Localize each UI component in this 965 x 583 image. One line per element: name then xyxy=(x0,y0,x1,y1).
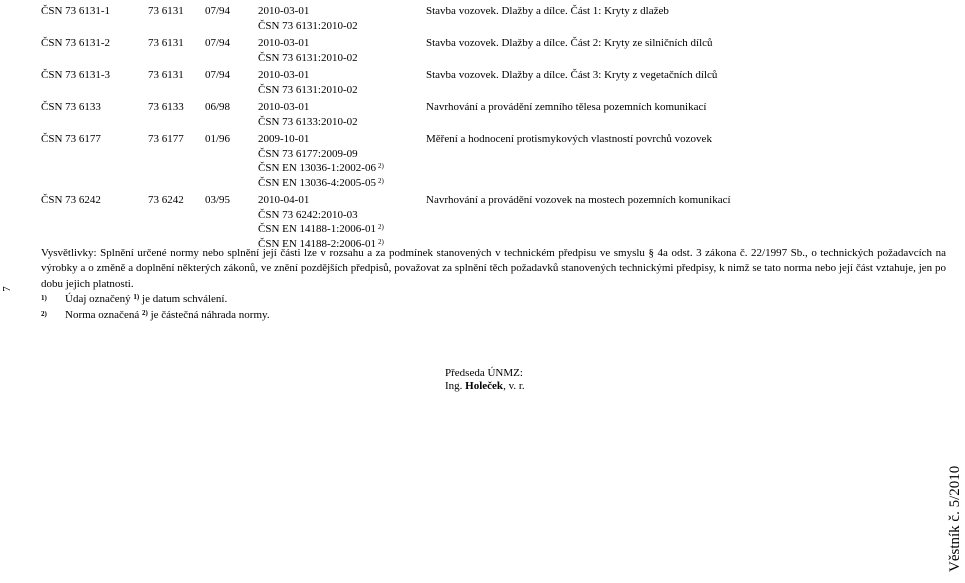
footnote-2 xyxy=(41,308,946,323)
norm-title: Měření a hodnocení protismykových vlastností povrchů vozovek xyxy=(426,133,712,145)
norm-date-new: 2010-03-01 ČSN 73 6131:2010-02 xyxy=(258,69,358,96)
norm-title: Stavba vozovek. Dlažby a dílce. Část 3: Kryty z vegetačních dílců xyxy=(426,69,718,81)
norm-date-old: 07/94 xyxy=(205,37,231,49)
signature-title: Předseda ÚNMZ: xyxy=(445,367,523,379)
norm-date-old: 01/96 xyxy=(205,133,231,145)
footnote-2-text: Norma označená $^{2)}$ je částečná náhrada normy. xyxy=(65,308,270,321)
footnote-mark: 2) xyxy=(377,223,384,231)
norm-class: 73 6131 xyxy=(148,5,184,17)
explanation-text: Vysvětlivky: Splnění určené normy nebo splnění její části lze v rozsahu a za podmínek stanovených v technickém předpisu ve smyslu § 4a odst. 3 zákona č. 22/1997 Sb., o technických požadavcích na výrobky a o změně a doplnění některých zákonů, ve znění pozdějších předpisů, považovat za splnění těch požadavků stanovených technickými předpisy, k nimž se tato norma nebo její část vztahuje, jen po dobu jejich platnosti. xyxy=(41,247,946,290)
table-row xyxy=(41,132,946,190)
table-row xyxy=(41,68,946,97)
norm-title: Navrhování a provádění zemního tělesa pozemních komunikací xyxy=(426,101,707,113)
norm-class: 73 6131 xyxy=(148,69,184,81)
footnote-1-mark: 1) xyxy=(41,294,47,303)
page-number: 7 xyxy=(1,286,13,292)
norm-code: ČSN 73 6177 xyxy=(41,133,101,145)
signature-name: Ing. Holeček, v. r. xyxy=(445,380,525,392)
table-row xyxy=(41,4,946,33)
norm-class: 73 6177 xyxy=(148,133,184,145)
table-row xyxy=(41,36,946,65)
norm-title: Stavba vozovek. Dlažby a dílce. Část 2: Kryty ze silničních dílců xyxy=(426,37,713,49)
norm-date-new: 2010-04-01 ČSN 73 6242:2010-03 ČSN EN 14188-1:2006-01 $^{2)}$ ČSN EN 14188-2:2006-01 $^{2)}$ xyxy=(258,194,384,250)
norm-date-new: 2009-10-01 ČSN 73 6177:2009-09 ČSN EN 13036-1:2002-06 $^{2)}$ ČSN EN 13036-4:2005-05 $^{2)}$ xyxy=(258,133,384,189)
norm-code: ČSN 73 6131-3 xyxy=(41,69,111,81)
footnote-1 xyxy=(41,292,946,307)
footnote-1-text: Údaj označený $^{1)}$ je datum schválení. xyxy=(65,293,228,306)
norm-class: 73 6131 xyxy=(148,37,184,49)
norm-date-new: 2010-03-01 ČSN 73 6131:2010-02 xyxy=(258,37,358,64)
norm-class: 73 6133 xyxy=(148,101,184,113)
norm-code: ČSN 73 6133 xyxy=(41,101,101,113)
explanatory-notes xyxy=(41,246,946,323)
norm-date-old: 06/98 xyxy=(205,101,231,113)
norm-date-new: 2010-03-01 ČSN 73 6133:2010-02 xyxy=(258,101,358,128)
norm-code: ČSN 73 6131-2 xyxy=(41,37,111,49)
signature-block xyxy=(445,367,595,393)
table-row xyxy=(41,193,946,251)
norm-date-old: 07/94 xyxy=(205,69,231,81)
norm-date-old: 07/94 xyxy=(205,5,231,17)
norm-date-new: 2010-03-01 ČSN 73 6131:2010-02 xyxy=(258,5,358,32)
footnote-mark: 2) xyxy=(377,162,384,170)
norms-table xyxy=(41,4,946,251)
norm-title: Stavba vozovek. Dlažby a dílce. Část 1: Kryty z dlažeb xyxy=(426,5,669,17)
norm-code: ČSN 73 6131-1 xyxy=(41,5,111,17)
footnote-mark: 2) xyxy=(377,176,384,185)
norm-date-old: 03/95 xyxy=(205,194,231,206)
footnote-2-mark: 2) xyxy=(41,309,47,318)
footnote-mark: 2) xyxy=(377,237,384,246)
table-row xyxy=(41,100,946,129)
norm-title: Navrhování a provádění vozovek na mostech pozemních komunikací xyxy=(426,194,731,206)
footer-issue: Věstník č. 5/2010 xyxy=(947,465,963,572)
norm-code: ČSN 73 6242 xyxy=(41,194,101,206)
norm-class: 73 6242 xyxy=(148,194,184,206)
